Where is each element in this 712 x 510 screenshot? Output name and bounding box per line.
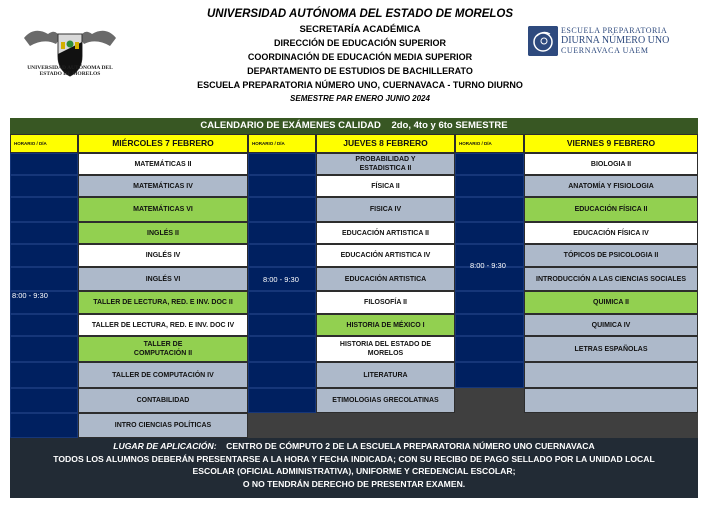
time-header: HORARIO / DÍA: [455, 134, 524, 153]
day-header-wednesday: MIÉRCOLES 7 FEBRERO: [78, 134, 248, 153]
time-cell: [248, 222, 316, 244]
time-cell: [248, 291, 316, 314]
time-cell: [248, 388, 316, 413]
uaem-logo-caption: [14, 65, 126, 77]
logo-caption-line: UNIVERSIDAD AUTÓNOMA DEL: [27, 65, 113, 71]
subject-cell: TÓPICOS DE PSICOLOGIA II: [524, 244, 698, 267]
subject-cell: INGLÉS IV: [78, 244, 248, 267]
subject-cell: EDUCACIÓN ARTISTICA IV: [316, 244, 455, 267]
subject-cell: QUIMICA IV: [524, 314, 698, 336]
logo-text-line: DIURNA NÚMERO UNO: [561, 35, 670, 46]
subject-cell: TALLER DE COMPUTACIÓN II: [78, 336, 248, 362]
time-cell: [455, 153, 524, 175]
subject-cell: LITERATURA: [316, 362, 455, 388]
notice-line: O NO TENDRÁN DERECHO DE PRESENTAR EXAMEN.: [242, 478, 466, 489]
subject-cell: TALLER DE COMPUTACIÓN IV: [78, 362, 248, 388]
subject-cell: BIOLOGIA II: [524, 153, 698, 175]
notice-line: ESCOLAR (OFICIAL ADMINISTRATIVA), UNIFORME Y CREDENCIAL ESCOLAR;: [192, 466, 516, 476]
subject-cell: FISICA IV: [316, 197, 455, 222]
time-cell: [248, 153, 316, 175]
header-line: DEPARTAMENTO DE ESTUDIOS DE BACHILLERATO: [247, 66, 473, 76]
header-line: SECRETARÍA ACADÉMICA: [299, 24, 421, 35]
time-cell: [455, 222, 524, 244]
subject-cell: HISTORIA DEL ESTADO DE MORELOS: [316, 336, 455, 362]
time-cell: [10, 362, 78, 388]
logo-text-line: CUERNAVACA UAEM: [561, 46, 649, 55]
subject-cell: LETRAS ESPAÑOLAS: [524, 336, 698, 362]
subject-cell: [524, 362, 698, 388]
subject-cell: MATEMÁTICAS IV: [78, 175, 248, 197]
university-title: UNIVERSIDAD AUTÓNOMA DEL ESTADO DE MORELOS: [206, 8, 514, 20]
place-value: CENTRO DE CÓMPUTO 2 DE LA ESCUELA PREPARATORIA NÚMERO UNO CUERNAVACA: [226, 441, 595, 451]
subject-cell: EDUCACIÓN FÍSICA IV: [524, 222, 698, 244]
time-header: HORARIO / DÍA: [10, 134, 78, 153]
subject-cell: MATEMÁTICAS VI: [78, 197, 248, 222]
time-cell: [10, 197, 78, 222]
subject-cell: INTRO CIENCIAS POLÍTICAS: [78, 413, 248, 438]
notice-line: TODOS LOS ALUMNOS DEBERÁN PRESENTARSE A LA HORA Y FECHA INDICADA; CON SU RECIBO DE PAGO SELLADO POR LA UNIDAD LOCAL: [53, 453, 655, 464]
subject-cell: TALLER DE LECTURA, RED. E INV. DOC IV: [78, 314, 248, 336]
time-cell: [10, 267, 78, 291]
empty-cell: [455, 388, 524, 438]
subject-cell: INGLÉS II: [78, 222, 248, 244]
time-cell: [10, 413, 78, 438]
place-line: [10, 440, 698, 453]
empty-cell: [248, 413, 316, 438]
subject-cell: [524, 388, 698, 413]
header-line: COORDINACIÓN DE EDUCACIÓN MEDIA SUPERIOR: [247, 52, 473, 62]
exam-calendar-table: [10, 118, 698, 498]
subject-cell: FILOSOFÍA II: [316, 291, 455, 314]
time-slot-label-thursday: 8:00 - 9:30: [263, 275, 299, 284]
time-cell: [10, 336, 78, 362]
place-label: LUGAR DE APLICACIÓN:: [113, 441, 217, 451]
time-cell: [455, 314, 524, 336]
time-cell: [248, 175, 316, 197]
time-cell: [248, 362, 316, 388]
time-cell: [10, 314, 78, 336]
subject-cell: CONTABILIDAD: [78, 388, 248, 413]
time-cell: [455, 267, 524, 291]
time-cell: [10, 388, 78, 413]
time-cell: [248, 244, 316, 267]
time-cell: [455, 291, 524, 314]
header-line: ESCUELA PREPARATORIA NÚMERO UNO, CUERNAVACA - TURNO DIURNO: [197, 80, 523, 90]
time-cell: [455, 175, 524, 197]
subject-cell: TALLER DE LECTURA, RED. E INV. DOC II: [78, 291, 248, 314]
subject-cell: INTRODUCCIÓN A LAS CIENCIAS SOCIALES: [524, 267, 698, 291]
empty-cell: [524, 413, 698, 438]
subject-cell: EDUCACIÓN ARTISTICA: [316, 267, 455, 291]
time-cell: [10, 222, 78, 244]
time-cell: [10, 153, 78, 175]
subject-cell: ANATOMÍA Y FISIOLOGIA: [524, 175, 698, 197]
time-cell: [455, 197, 524, 222]
subject-cell: FÍSICA II: [316, 175, 455, 197]
subject-cell: QUIMICA II: [524, 291, 698, 314]
time-cell: [248, 197, 316, 222]
subject-cell: HISTORIA DE MÉXICO I: [316, 314, 455, 336]
empty-cell: [316, 413, 455, 438]
prepa-uno-logo-text: [561, 26, 669, 56]
logo-text-line: ESCUELA PREPARATORIA: [561, 26, 668, 35]
time-header: HORARIO / DÍA: [248, 134, 316, 153]
subject-cell: PROBABILIDAD Y ESTADISTICA II: [316, 153, 455, 175]
time-slot-label-friday: 8:00 - 9:30: [470, 261, 506, 270]
time-cell: [10, 175, 78, 197]
footer-notice: [10, 438, 698, 498]
logo-caption-line: ESTADO DE MORELOS: [39, 71, 101, 77]
time-cell: [455, 336, 524, 362]
subject-cell: MATEMÁTICAS II: [78, 153, 248, 175]
table-title: CALENDARIO DE EXÁMENES CALIDAD 2do, 4to y 6to SEMESTRE: [10, 118, 698, 134]
subject-cell: ETIMOLOGIAS GRECOLATINAS: [316, 388, 455, 413]
time-cell: [248, 314, 316, 336]
time-cell: [248, 336, 316, 362]
subject-cell: EDUCACIÓN ARTISTICA II: [316, 222, 455, 244]
header-line: DIRECCIÓN DE EDUCACIÓN SUPERIOR: [273, 38, 446, 48]
time-slot-label-wednesday: 8:00 - 9:30: [12, 291, 48, 300]
time-cell: [10, 244, 78, 267]
day-header-friday: VIERNES 9 FEBRERO: [524, 134, 698, 153]
subject-cell: INGLÉS VI: [78, 267, 248, 291]
time-cell: [455, 362, 524, 388]
day-header-thursday: JUEVES 8 FEBRERO: [316, 134, 455, 153]
semester-label: SEMESTRE PAR ENERO JUNIO 2024: [290, 94, 430, 103]
subject-cell: EDUCACIÓN FÍSICA II: [524, 197, 698, 222]
